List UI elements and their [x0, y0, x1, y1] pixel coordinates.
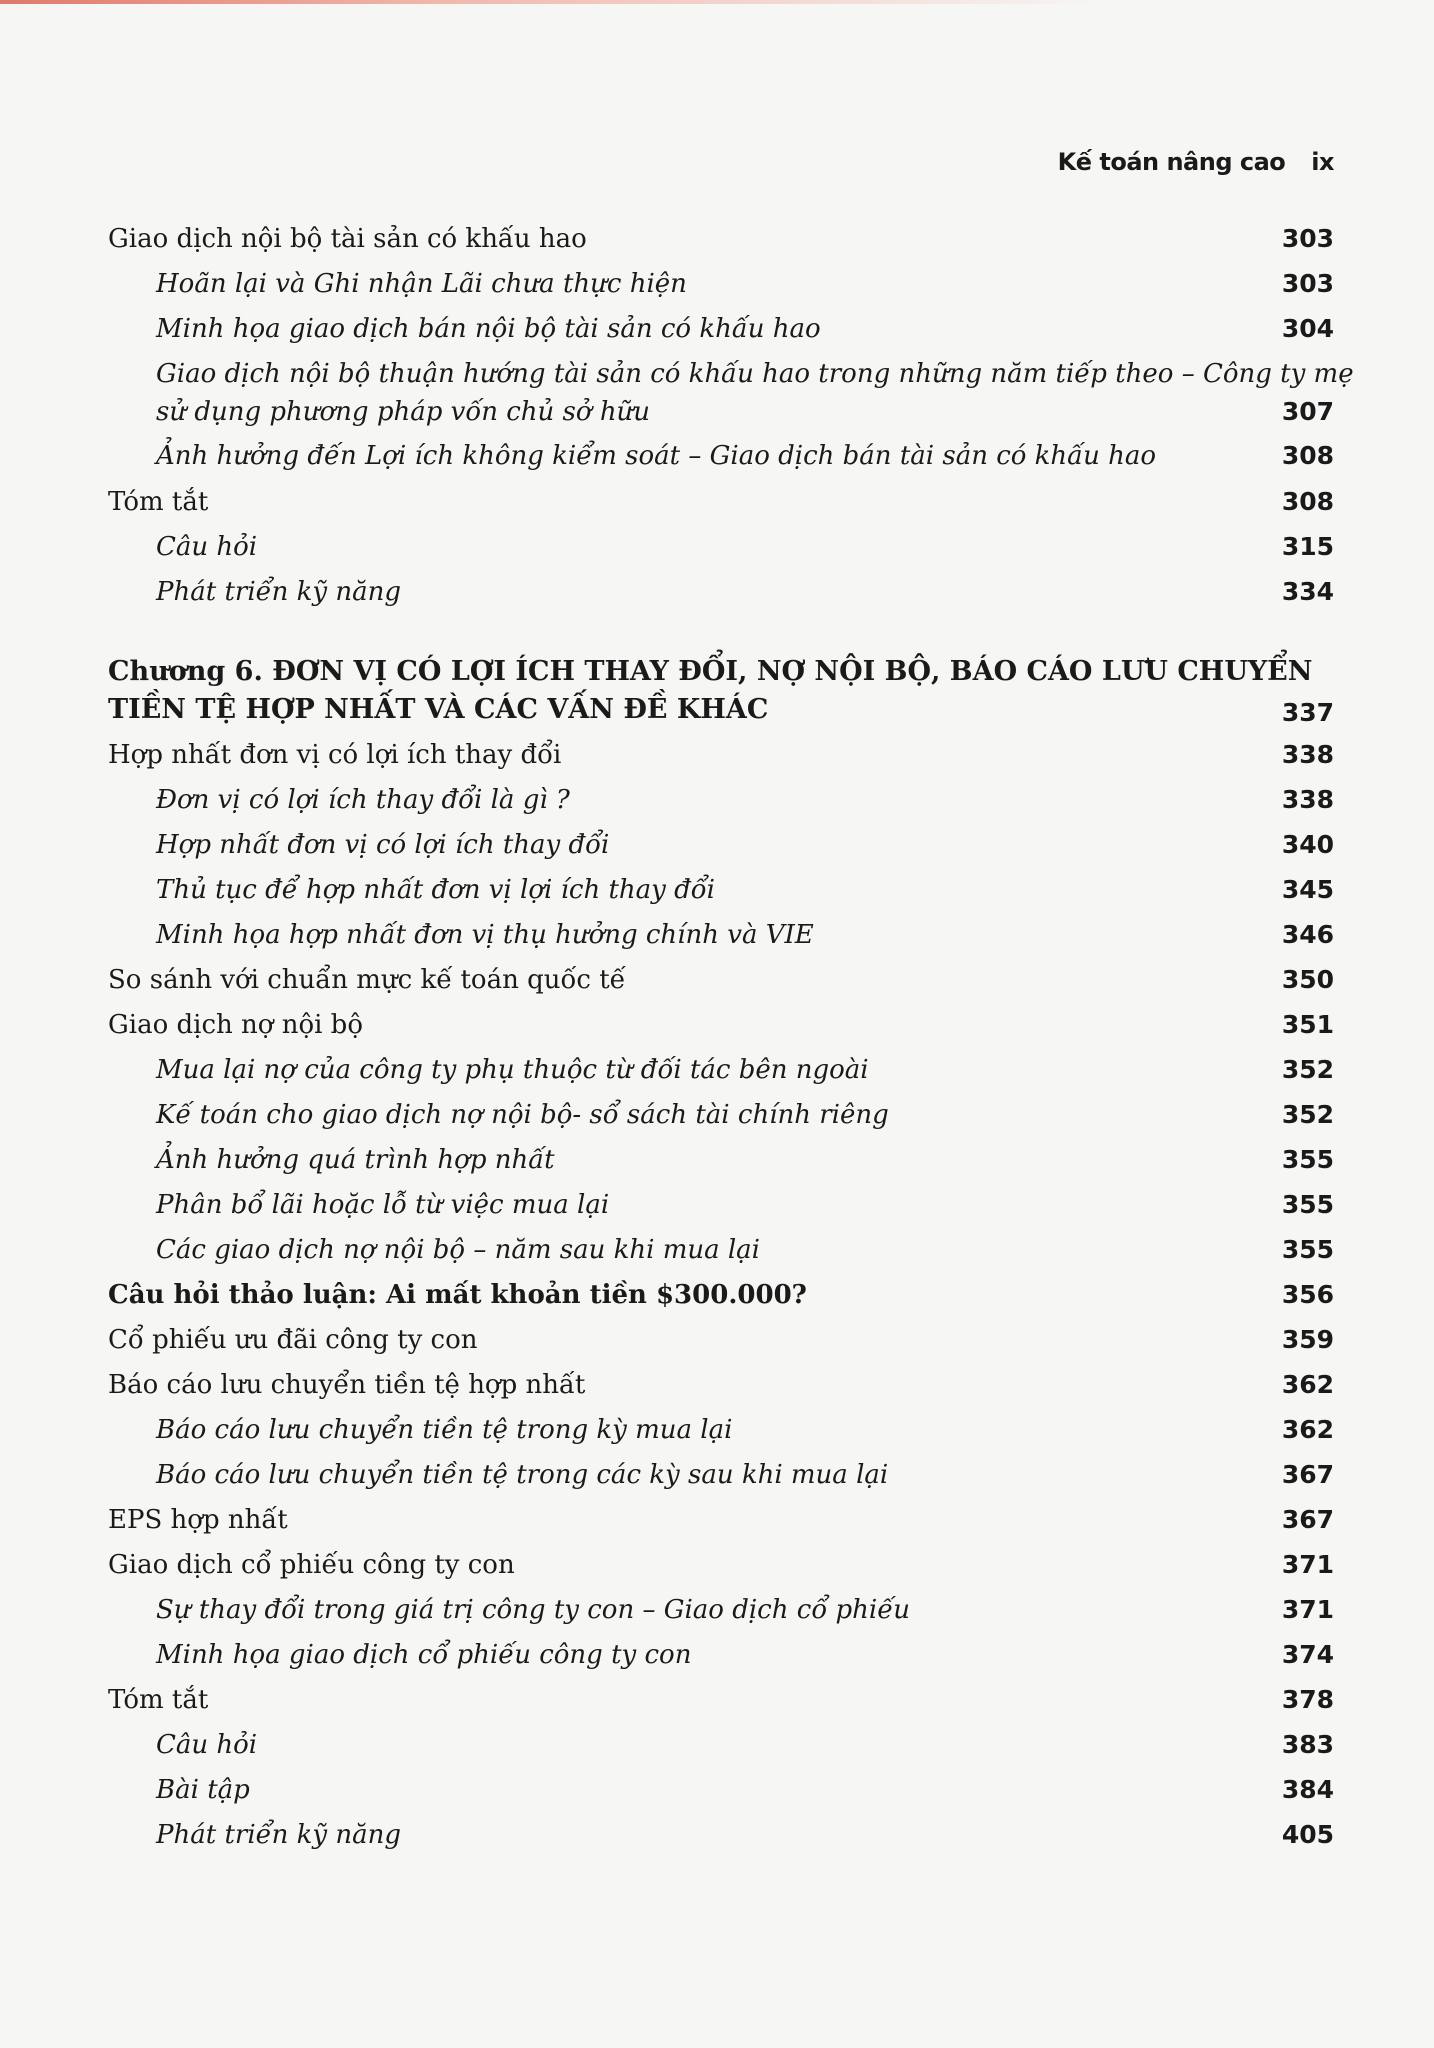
toc-entry-page: 355: [1281, 1190, 1334, 1219]
toc-entry-title: Tóm tắt: [108, 487, 209, 517]
toc-subentry[interactable]: [108, 1053, 1334, 1087]
toc-entry[interactable]: [108, 485, 1334, 519]
toc-subentry[interactable]: [108, 918, 1334, 952]
toc-subentry[interactable]: [108, 1458, 1334, 1492]
toc-entry-title: Tóm tắt: [108, 1685, 209, 1715]
toc-entry-title: Giao dịch nội bộ tài sản có khấu hao: [108, 224, 587, 254]
toc-entry-title: Giao dịch nội bộ thuận hướng tài sản có khấu hao trong những năm tiếp theo – Công ty mẹ: [156, 359, 1354, 389]
book-title: Kế toán nâng cao: [1057, 148, 1286, 176]
top-color-rule: [0, 0, 1100, 4]
toc-subentry[interactable]: [108, 873, 1334, 907]
toc-entry[interactable]: [108, 738, 1334, 772]
chapter-title: Chương 6. ĐƠN VỊ CÓ LỢI ÍCH THAY ĐỔI, NỢ NỘI BỘ, BÁO CÁO LƯU CHUYỂN: [108, 656, 1313, 687]
toc-entry-title: Phát triển kỹ năng: [156, 1820, 401, 1850]
toc-entry-page: 334: [1281, 577, 1334, 606]
toc-entry-title: Minh họa giao dịch cổ phiếu công ty con: [156, 1640, 692, 1670]
toc-entry-title: Hợp nhất đơn vị có lợi ích thay đổi: [156, 830, 610, 860]
toc-entry-title: Báo cáo lưu chuyển tiền tệ hợp nhất: [108, 1370, 586, 1400]
toc-subentry[interactable]: [108, 312, 1334, 346]
toc-entry-title: [108, 1278, 1274, 1312]
toc-subentry[interactable]: [108, 828, 1334, 862]
toc-subentry[interactable]: [108, 1188, 1334, 1222]
toc-entry[interactable]: [108, 222, 1334, 256]
toc-entry-page: 350: [1281, 965, 1334, 994]
toc-subentry[interactable]: [108, 1773, 1334, 1807]
toc-entry-title: Sự thay đổi trong giá trị công ty con – Giao dịch cổ phiếu: [156, 1595, 910, 1625]
toc-subentry[interactable]: [108, 439, 1334, 473]
running-header: [1058, 148, 1334, 176]
toc-entry-page: 315: [1281, 532, 1334, 561]
toc-entry-page: 307: [1281, 397, 1334, 426]
toc-entry-page: 374: [1281, 1640, 1334, 1669]
toc-entry-title: Thủ tục để hợp nhất đơn vị lợi ích thay đổi: [156, 875, 715, 905]
toc-entry[interactable]: [108, 1683, 1334, 1717]
toc-subentry[interactable]: [108, 575, 1334, 609]
toc-entry-page: 340: [1281, 830, 1334, 859]
toc-subentry-continued[interactable]: [108, 395, 1334, 429]
toc-subentry[interactable]: [108, 783, 1334, 817]
toc-entry-page: 371: [1281, 1595, 1334, 1624]
toc-entry[interactable]: [108, 1503, 1334, 1537]
chapter-page: 337: [1281, 698, 1334, 727]
toc-entry-page: 346: [1281, 920, 1334, 949]
toc-entry-page: 303: [1281, 224, 1334, 253]
toc-entry-page: 352: [1281, 1100, 1334, 1129]
toc-entry-title: Minh họa hợp nhất đơn vị thụ hưởng chính và VIE: [156, 920, 814, 950]
toc-entry-page: 356: [1281, 1280, 1334, 1309]
toc-entry-title: Ảnh hưởng đến Lợi ích không kiểm soát – Giao dịch bán tài sản có khấu hao: [156, 441, 1157, 471]
toc-entry-title: Phân bổ lãi hoặc lỗ từ việc mua lại: [156, 1190, 610, 1220]
chapter-heading-line1[interactable]: [108, 652, 1334, 692]
page-number: ix: [1311, 148, 1334, 176]
toc-entry-title: Câu hỏi: [156, 1730, 258, 1760]
toc-entry-title: Giao dịch nợ nội bộ: [108, 1010, 363, 1040]
toc-entry-title: Minh họa giao dịch bán nội bộ tài sản có khấu hao: [156, 314, 821, 344]
toc-entry-page: 359: [1281, 1325, 1334, 1354]
toc-entry-title: Cổ phiếu ưu đãi công ty con: [108, 1325, 478, 1355]
toc-entry-title: Bài tập: [156, 1775, 250, 1805]
toc-entry-title: Kế toán cho giao dịch nợ nội bộ- sổ sách tài chính riêng: [156, 1100, 889, 1130]
toc-entry[interactable]: [108, 1548, 1334, 1582]
toc-entry-title: sử dụng phương pháp vốn chủ sở hữu: [156, 397, 651, 427]
toc-entry-page: 355: [1281, 1145, 1334, 1174]
toc-entry-page: 345: [1281, 875, 1334, 904]
discussion-label: Câu hỏi thảo luận:: [108, 1280, 377, 1310]
toc-entry-title: Hoãn lại và Ghi nhận Lãi chưa thực hiện: [156, 269, 687, 299]
chapter-heading-line2[interactable]: [108, 690, 1334, 730]
toc-subentry[interactable]: [108, 1638, 1334, 1672]
toc-entry-page: 378: [1281, 1685, 1334, 1714]
toc-entry-page: 303: [1281, 269, 1334, 298]
toc-entry-title: Báo cáo lưu chuyển tiền tệ trong kỳ mua lại: [156, 1415, 733, 1445]
toc-subentry[interactable]: [108, 1413, 1334, 1447]
toc-subentry[interactable]: [108, 357, 1354, 391]
toc-entry-title: Các giao dịch nợ nội bộ – năm sau khi mua lại: [156, 1235, 760, 1265]
toc-entry-title: Mua lại nợ của công ty phụ thuộc từ đối tác bên ngoài: [156, 1055, 869, 1085]
toc-subentry[interactable]: [108, 1818, 1334, 1852]
toc-subentry[interactable]: [108, 1143, 1334, 1177]
toc-entry-page: 405: [1281, 1820, 1334, 1849]
toc-entry-page: 304: [1281, 314, 1334, 343]
toc-entry-title: Ảnh hưởng quá trình hợp nhất: [156, 1145, 555, 1175]
toc-entry[interactable]: [108, 1368, 1334, 1402]
toc-subentry[interactable]: [108, 267, 1334, 301]
toc-subentry[interactable]: [108, 1233, 1334, 1267]
toc-entry-page: 384: [1281, 1775, 1334, 1804]
toc-entry-page: 308: [1281, 487, 1334, 516]
discussion-question: Ai mất khoản tiền $300.000?: [376, 1280, 807, 1310]
toc-entry-page: 367: [1281, 1505, 1334, 1534]
toc-subentry[interactable]: [108, 1593, 1334, 1627]
toc-subentry[interactable]: [108, 1728, 1334, 1762]
toc-entry-page: 308: [1281, 441, 1334, 470]
toc-entry-page: 355: [1281, 1235, 1334, 1264]
toc-entry-title: Hợp nhất đơn vị có lợi ích thay đổi: [108, 740, 562, 770]
toc-entry[interactable]: [108, 1323, 1334, 1357]
toc-entry-title: Câu hỏi: [156, 532, 258, 562]
toc-entry-page: 338: [1281, 785, 1334, 814]
toc-entry-page: 383: [1281, 1730, 1334, 1759]
toc-entry-title: Giao dịch cổ phiếu công ty con: [108, 1550, 515, 1580]
toc-entry-title: Đơn vị có lợi ích thay đổi là gì ?: [156, 785, 570, 815]
toc-entry-discussion[interactable]: [108, 1278, 1334, 1312]
toc-entry-page: 352: [1281, 1055, 1334, 1084]
toc-entry-title: Báo cáo lưu chuyển tiền tệ trong các kỳ sau khi mua lại: [156, 1460, 889, 1490]
chapter-title-continued: TIỀN TỆ HỢP NHẤT VÀ CÁC VẤN ĐỀ KHÁC: [108, 694, 769, 725]
toc-entry-page: 351: [1281, 1010, 1334, 1039]
toc-entry-title: So sánh với chuẩn mực kế toán quốc tế: [108, 965, 626, 995]
toc-entry-page: 371: [1281, 1550, 1334, 1579]
toc-entry-title: EPS hợp nhất: [108, 1505, 288, 1535]
toc-subentry[interactable]: [108, 1098, 1334, 1132]
toc-entry-page: 367: [1281, 1460, 1334, 1489]
toc-entry-page: 362: [1281, 1370, 1334, 1399]
toc-entry[interactable]: [108, 1008, 1334, 1042]
toc-subentry[interactable]: [108, 530, 1334, 564]
toc-entry[interactable]: [108, 963, 1334, 997]
toc-entry-page: 362: [1281, 1415, 1334, 1444]
toc-entry-page: 338: [1281, 740, 1334, 769]
toc-entry-title: Phát triển kỹ năng: [156, 577, 401, 607]
